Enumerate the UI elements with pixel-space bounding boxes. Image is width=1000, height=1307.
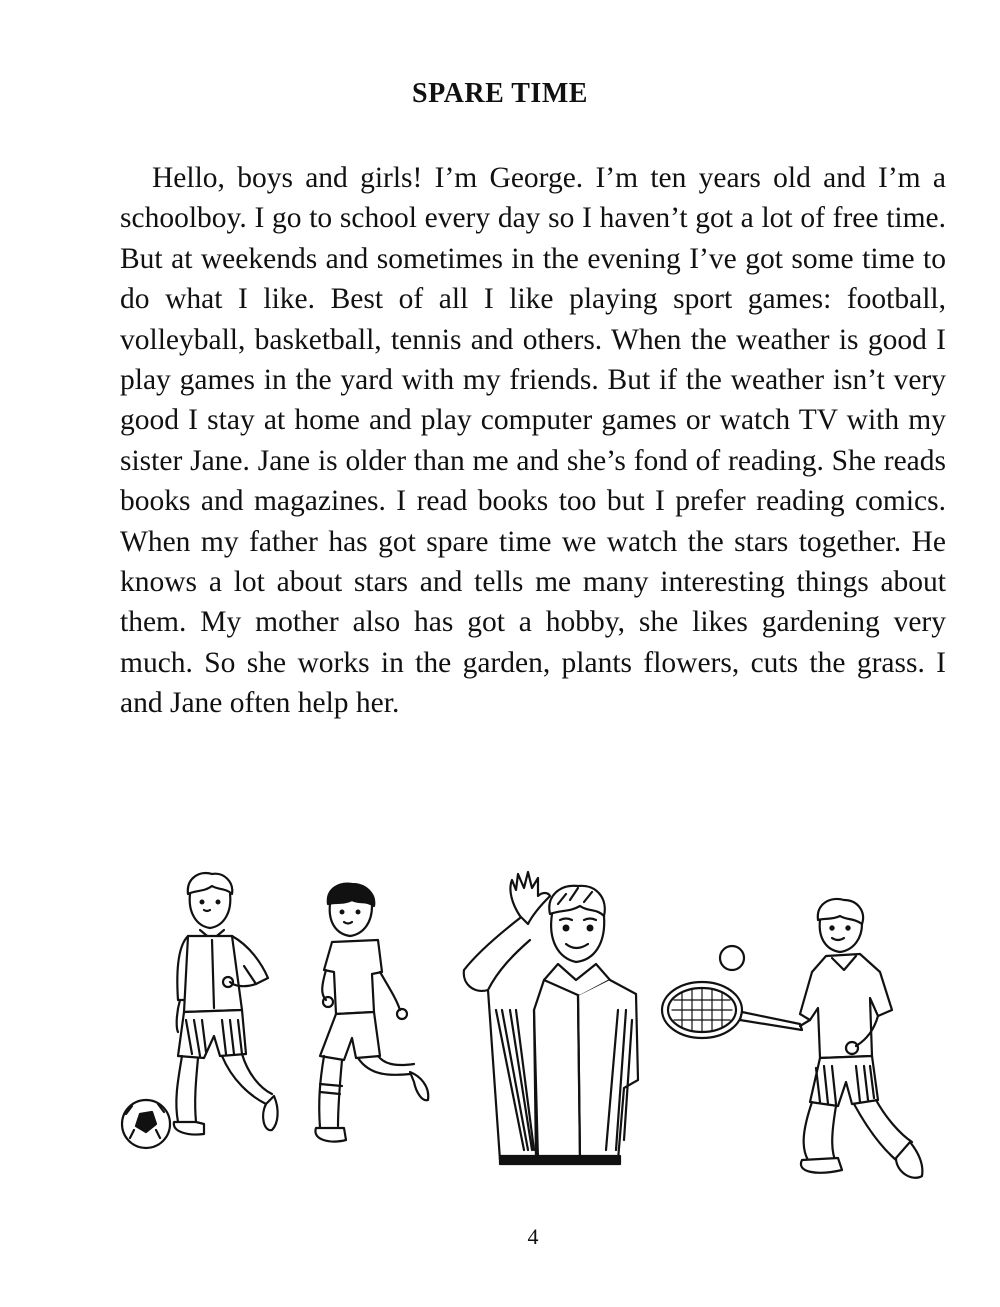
page-title: SPARE TIME bbox=[412, 78, 588, 109]
illustration-strip bbox=[100, 860, 960, 1190]
story-text: Hello, boys and girls! I’m George. I’m ten years old and I’m a schoolboy. I go to school every day so I haven’t got a lot of free time. But at weekends and sometimes in the evening I’ve got some time to do what I like. Best of all I like playing sport games: football, volleyball, basketball, tennis and others. When the weather is good I play games in the yard with my friends. But if the weather isn’t very good I stay at home and play computer games or watch TV with my sister Jane. Jane is older than me and she’s fond of reading. She reads books and magazines. I read books too but I prefer reading comics. When my father has got spare time we watch the stars together. He knows a lot about stars and tells me many interesting things about them. My mother also has got a hobby, she likes gardening very much. So she works in the garden, plants flowers, cuts the grass. I and Jane often help her. bbox=[120, 162, 946, 720]
football-player-icon bbox=[122, 873, 278, 1148]
waving-boy-icon bbox=[464, 872, 638, 1164]
running-boy-icon bbox=[315, 884, 428, 1142]
page-number: 4 bbox=[527, 1224, 539, 1249]
tennis-player-icon bbox=[662, 899, 922, 1178]
